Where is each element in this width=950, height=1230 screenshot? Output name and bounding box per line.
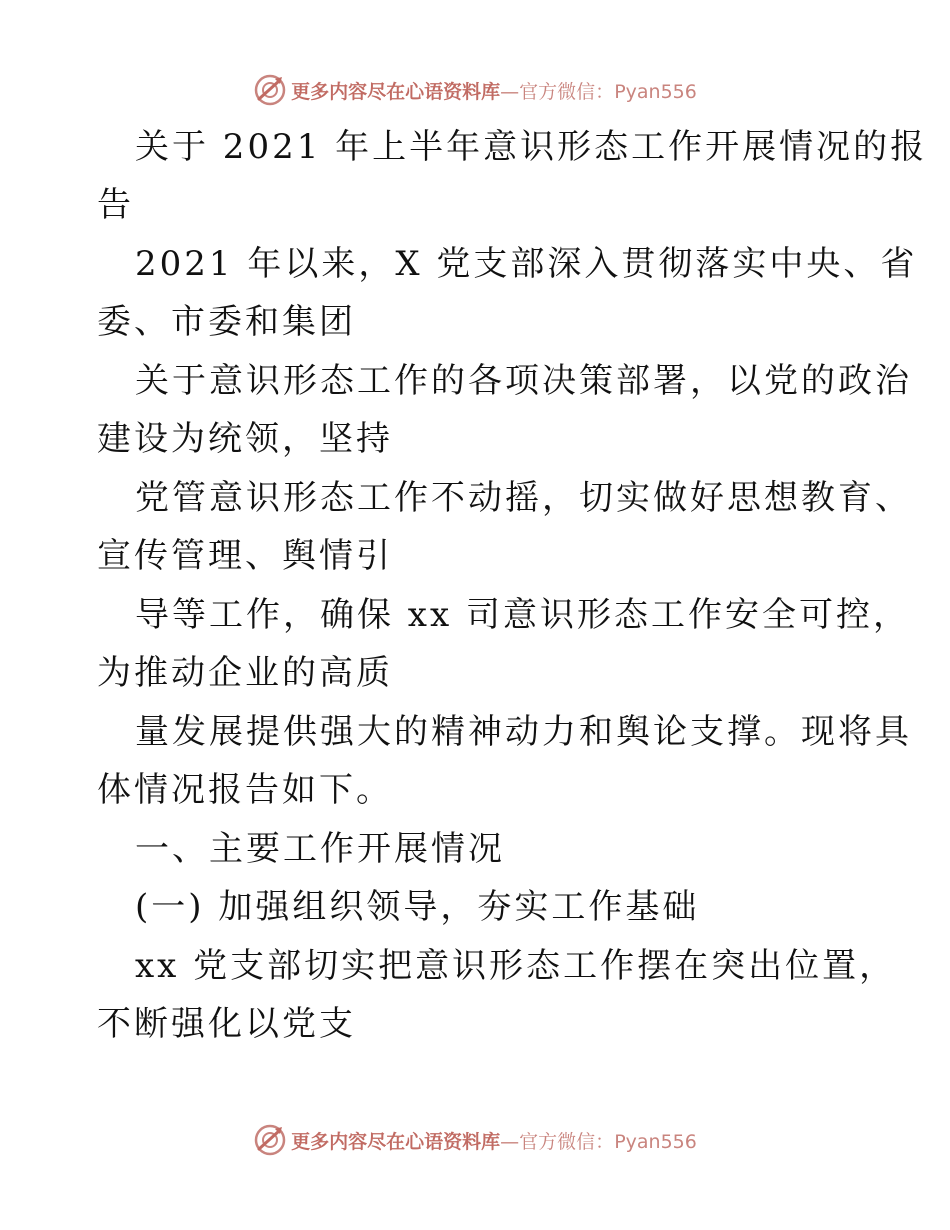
watermark-text: [291, 1127, 697, 1154]
watermark-text: [291, 77, 697, 104]
doc-title-line-1: 关于 2021 年上半年意识形态工作开展情况的报: [135, 127, 928, 167]
subsection-heading: (一) 加强组织领导，夯实工作基础: [135, 887, 700, 927]
watermark-main: 更多内容尽在心语资料库: [291, 80, 501, 103]
watermark-main: 更多内容尽在心语资料库: [291, 1130, 501, 1153]
doc-paragraph-line: 为推动企业的高质: [97, 653, 393, 693]
watermark-separator: —官方微信：: [500, 80, 615, 103]
doc-title-line-2: 告: [97, 185, 134, 225]
doc-paragraph-line: 建设为统领，坚持: [97, 419, 393, 459]
watermark-id: Pyan556: [614, 1130, 697, 1153]
watermark-separator: —官方微信：: [500, 1130, 615, 1153]
doc-paragraph-line: xx 党支部切实把意识形态工作摆在突出位置，: [135, 946, 897, 986]
doc-paragraph-line: 体情况报告如下。: [97, 770, 393, 810]
logo-icon: [253, 1123, 287, 1157]
watermark-id: Pyan556: [614, 80, 697, 103]
watermark-header: [0, 70, 950, 110]
doc-paragraph-line: 党管意识形态工作不动摇，切实做好思想教育、: [135, 478, 912, 518]
doc-paragraph-line: 宣传管理、舆情引: [97, 536, 393, 576]
doc-paragraph-line: 导等工作，确保 xx 司意识形态工作安全可控，: [135, 595, 910, 635]
doc-paragraph-line: 委、市委和集团: [97, 302, 356, 342]
section-heading: 一、主要工作开展情况: [135, 829, 505, 869]
watermark-footer: [0, 1120, 950, 1160]
doc-paragraph-line: 量发展提供强大的精神动力和舆论支撑。现将具: [135, 712, 912, 752]
doc-paragraph-line: 2021 年以来，X 党支部深入贯彻落实中央、省: [135, 244, 918, 284]
doc-paragraph-line: 不断强化以党支: [97, 1004, 356, 1044]
doc-paragraph-line: 关于意识形态工作的各项决策部署，以党的政治: [135, 361, 912, 401]
logo-icon: [253, 73, 287, 107]
